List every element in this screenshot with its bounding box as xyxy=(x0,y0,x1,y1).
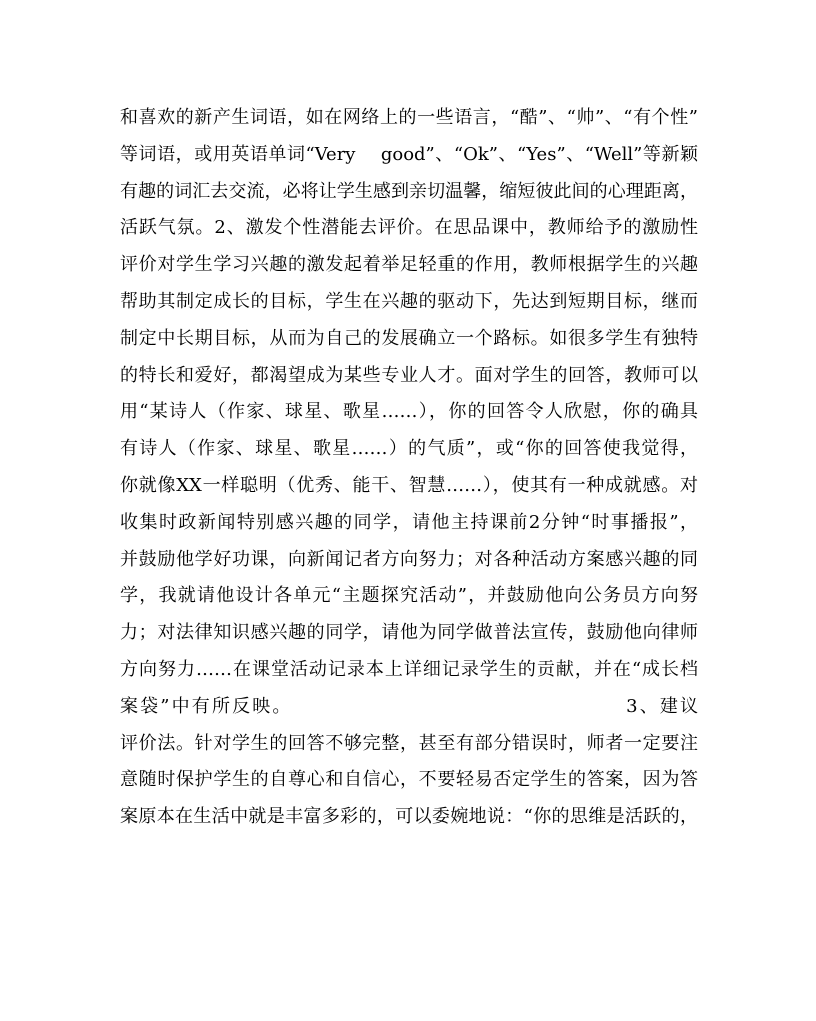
text-line: 评价对学生学习兴趣的激发起着举足轻重的作用，教师根据学生的兴趣 xyxy=(120,254,698,276)
text-line: 用“某诗人（作家、球星、歌星……），你的回答令人欣慰，你的确具 xyxy=(120,401,698,423)
text-line: 制定中长期目标，从而为自己的发展确立一个路标。如很多学生有独特 xyxy=(120,327,698,349)
text-line: 学，我就请他设计各单元“主题探究活动”，并鼓励他向公务员方向努 xyxy=(120,585,698,607)
text-line: 方向努力……在课堂活动记录本上详细记录学生的贡献，并在“成长档 xyxy=(120,658,698,680)
text-line: 意随时保护学生的自尊心和自信心，不要轻易否定学生的答案，因为答 xyxy=(120,769,698,791)
body-text xyxy=(120,100,698,836)
text-line: 帮助其制定成长的目标，学生在兴趣的驱动下，先达到短期目标，继而 xyxy=(120,290,698,312)
text-line: 活跃气氛。2、激发个性潜能去评价。在思品课中，教师给予的激励性 xyxy=(120,217,698,239)
text-line: 等词语，或用英语单词“Very good”、“Ok”、“Yes”、“Well”等新颖 xyxy=(120,143,698,165)
text-line: 评价法。针对学生的回答不够完整，甚至有部分错误时，师者一定要注 xyxy=(120,732,698,754)
text-line: 收集时政新闻特别感兴趣的同学，请他主持课前2分钟“时事播报”， xyxy=(120,511,698,533)
text-line: 有趣的词汇去交流，必将让学生感到亲切温馨，缩短彼此间的心理距离， xyxy=(120,180,698,202)
text-line: 案袋”中有所反映。 3、建议 xyxy=(120,695,698,717)
text-line: 你就像XX一样聪明（优秀、能干、智慧……），使其有一种成就感。对 xyxy=(120,474,698,496)
text-line: 的特长和爱好，都渴望成为某些专业人才。面对学生的回答，教师可以 xyxy=(120,364,698,386)
text-line: 案原本在生活中就是丰富多彩的，可以委婉地说：“你的思维是活跃的， xyxy=(120,806,698,828)
text-line: 并鼓励他学好功课，向新闻记者方向努力；对各种活动方案感兴趣的同 xyxy=(120,548,698,570)
text-line: 和喜欢的新产生词语，如在网络上的一些语言，“酷”、“帅”、“有个性” xyxy=(120,107,698,128)
text-line: 力；对法律知识感兴趣的同学，请他为同学做普法宣传，鼓励他向律师 xyxy=(120,622,698,644)
text-line: 有诗人（作家、球星、歌星……）的气质”，或“你的回答使我觉得， xyxy=(120,438,698,460)
